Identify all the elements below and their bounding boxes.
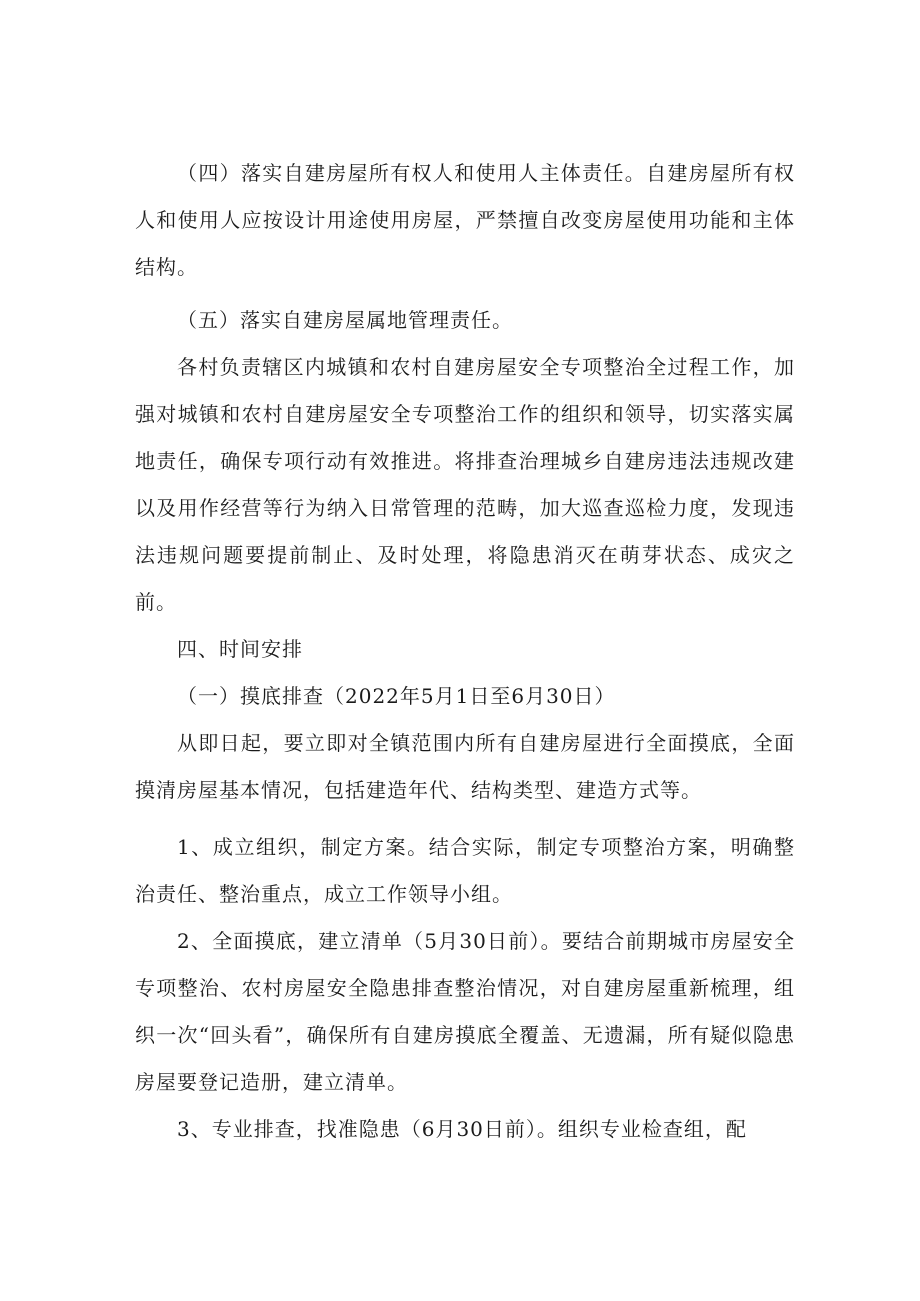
list-item-organize: 1、成立组织，制定方案。结合实际，制定专项整治方案，明确整治责任、整治重点，成立工作领导小组。 <box>135 835 795 906</box>
paragraph-survey-scope: 从即日起，要立即对全镇范围内所有自建房屋进行全面摸底，全面摸清房屋基本情况，包括建造年代、结构类型、建造方式等。 <box>135 731 795 802</box>
document-body <box>135 150 795 1153</box>
list-item-full-survey: 2、全面摸底，建立清单（5月30日前）。要结合前期城市房屋安全专项整治、农村房屋安全隐患排查整治情况，对自建房屋重新梳理，组织一次“回头看”，确保所有自建房摸底全覆盖、无遗漏，所有疑似隐患房屋要登记造册，建立清单。 <box>135 929 795 1094</box>
paragraph-territorial-heading: （五）落实自建房屋属地管理责任。 <box>177 308 513 332</box>
list-item-professional-check: 3、专业排查，找准隐患（6月30日前）。组织专业检查组，配 <box>177 1117 747 1141</box>
paragraph-owner-responsibility: （四）落实自建房屋所有权人和使用人主体责任。自建房屋所有权人和使用人应按设计用途使用房屋，严禁擅自改变房屋使用功能和主体结构。 <box>135 161 795 279</box>
subheading-survey-period: （一）摸底排查（2022年5月1日至6月30日） <box>177 684 616 708</box>
section-heading-schedule: 四、时间安排 <box>177 637 303 661</box>
paragraph-village-duties: 各村负责辖区内城镇和农村自建房屋安全专项整治全过程工作，加强对城镇和农村自建房屋安全专项整治工作的组织和领导，切实落实属地责任，确保专项行动有效推进。将排查治理城乡自建房违法违规改建以及用作经营等行为纳入日常管理的范畴，加大巡查巡检力度，发现违法违规问题要提前制止、及时处理，将隐患消灭在萌芽状态、成灾之前。 <box>135 355 795 614</box>
